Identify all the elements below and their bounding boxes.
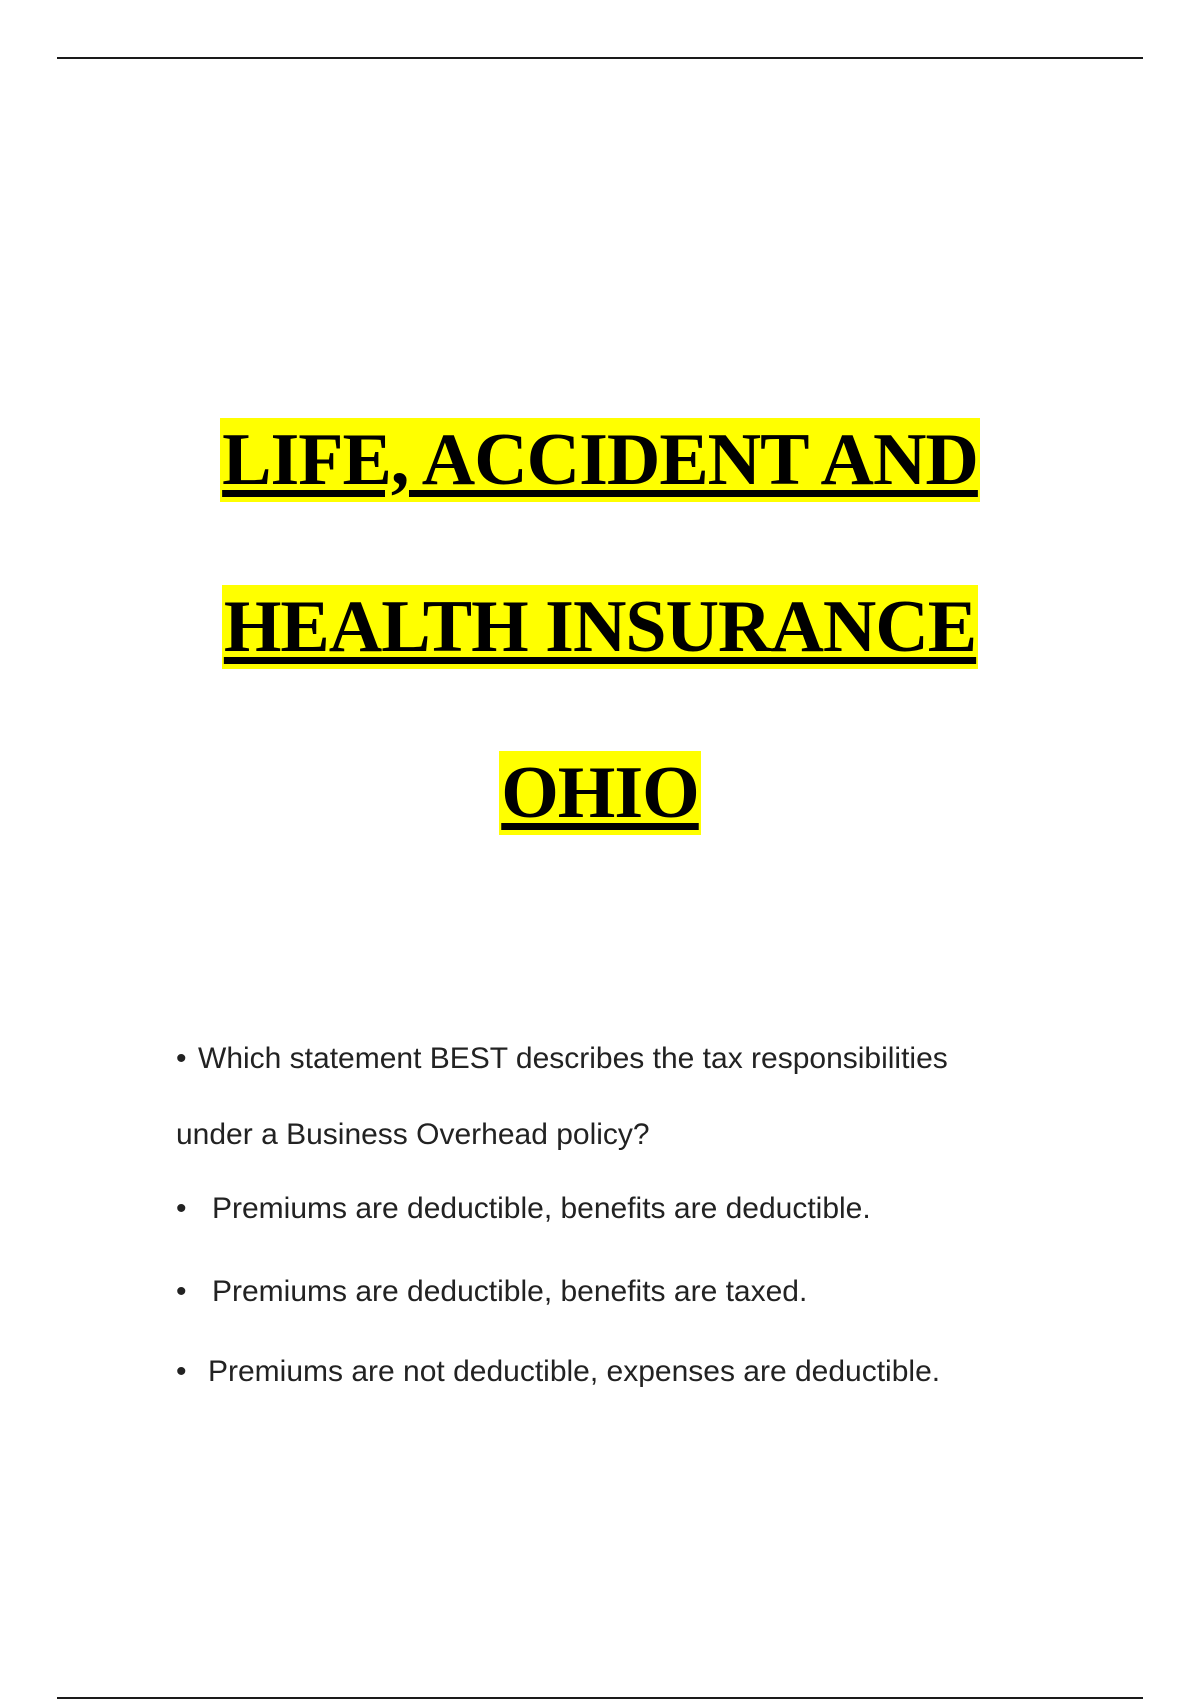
title-text-2: HEALTH INSURANCE [223, 586, 977, 668]
bullet-icon: • [176, 1275, 187, 1308]
answer-option-text: Premiums are deductible, benefits are deductible. [212, 1192, 871, 1225]
bullet-icon: • [176, 1192, 187, 1225]
answer-option-1 [176, 1192, 871, 1226]
answer-option-text: Premiums are not deductible, expenses are deductible. [208, 1355, 941, 1388]
top-divider [57, 57, 1143, 59]
answer-option-2 [176, 1275, 807, 1309]
title-text-3: OHIO [501, 752, 699, 834]
answer-option-text: Premiums are deductible, benefits are taxed. [212, 1275, 808, 1308]
question-text-2: under a Business Overhead policy? [176, 1118, 650, 1151]
bullet-icon: • [176, 1042, 187, 1075]
bottom-divider [57, 1697, 1143, 1699]
title-line-1 [0, 418, 1200, 502]
question-line-1 [176, 1042, 948, 1076]
title-text-1: LIFE, ACCIDENT AND [222, 419, 978, 501]
title-line-2 [0, 585, 1200, 669]
title-line-3 [0, 751, 1200, 835]
question-line-2 [176, 1118, 650, 1152]
bullet-icon: • [176, 1355, 187, 1388]
answer-option-3 [176, 1355, 940, 1389]
question-text-1: Which statement BEST describes the tax responsibilities [198, 1042, 948, 1075]
